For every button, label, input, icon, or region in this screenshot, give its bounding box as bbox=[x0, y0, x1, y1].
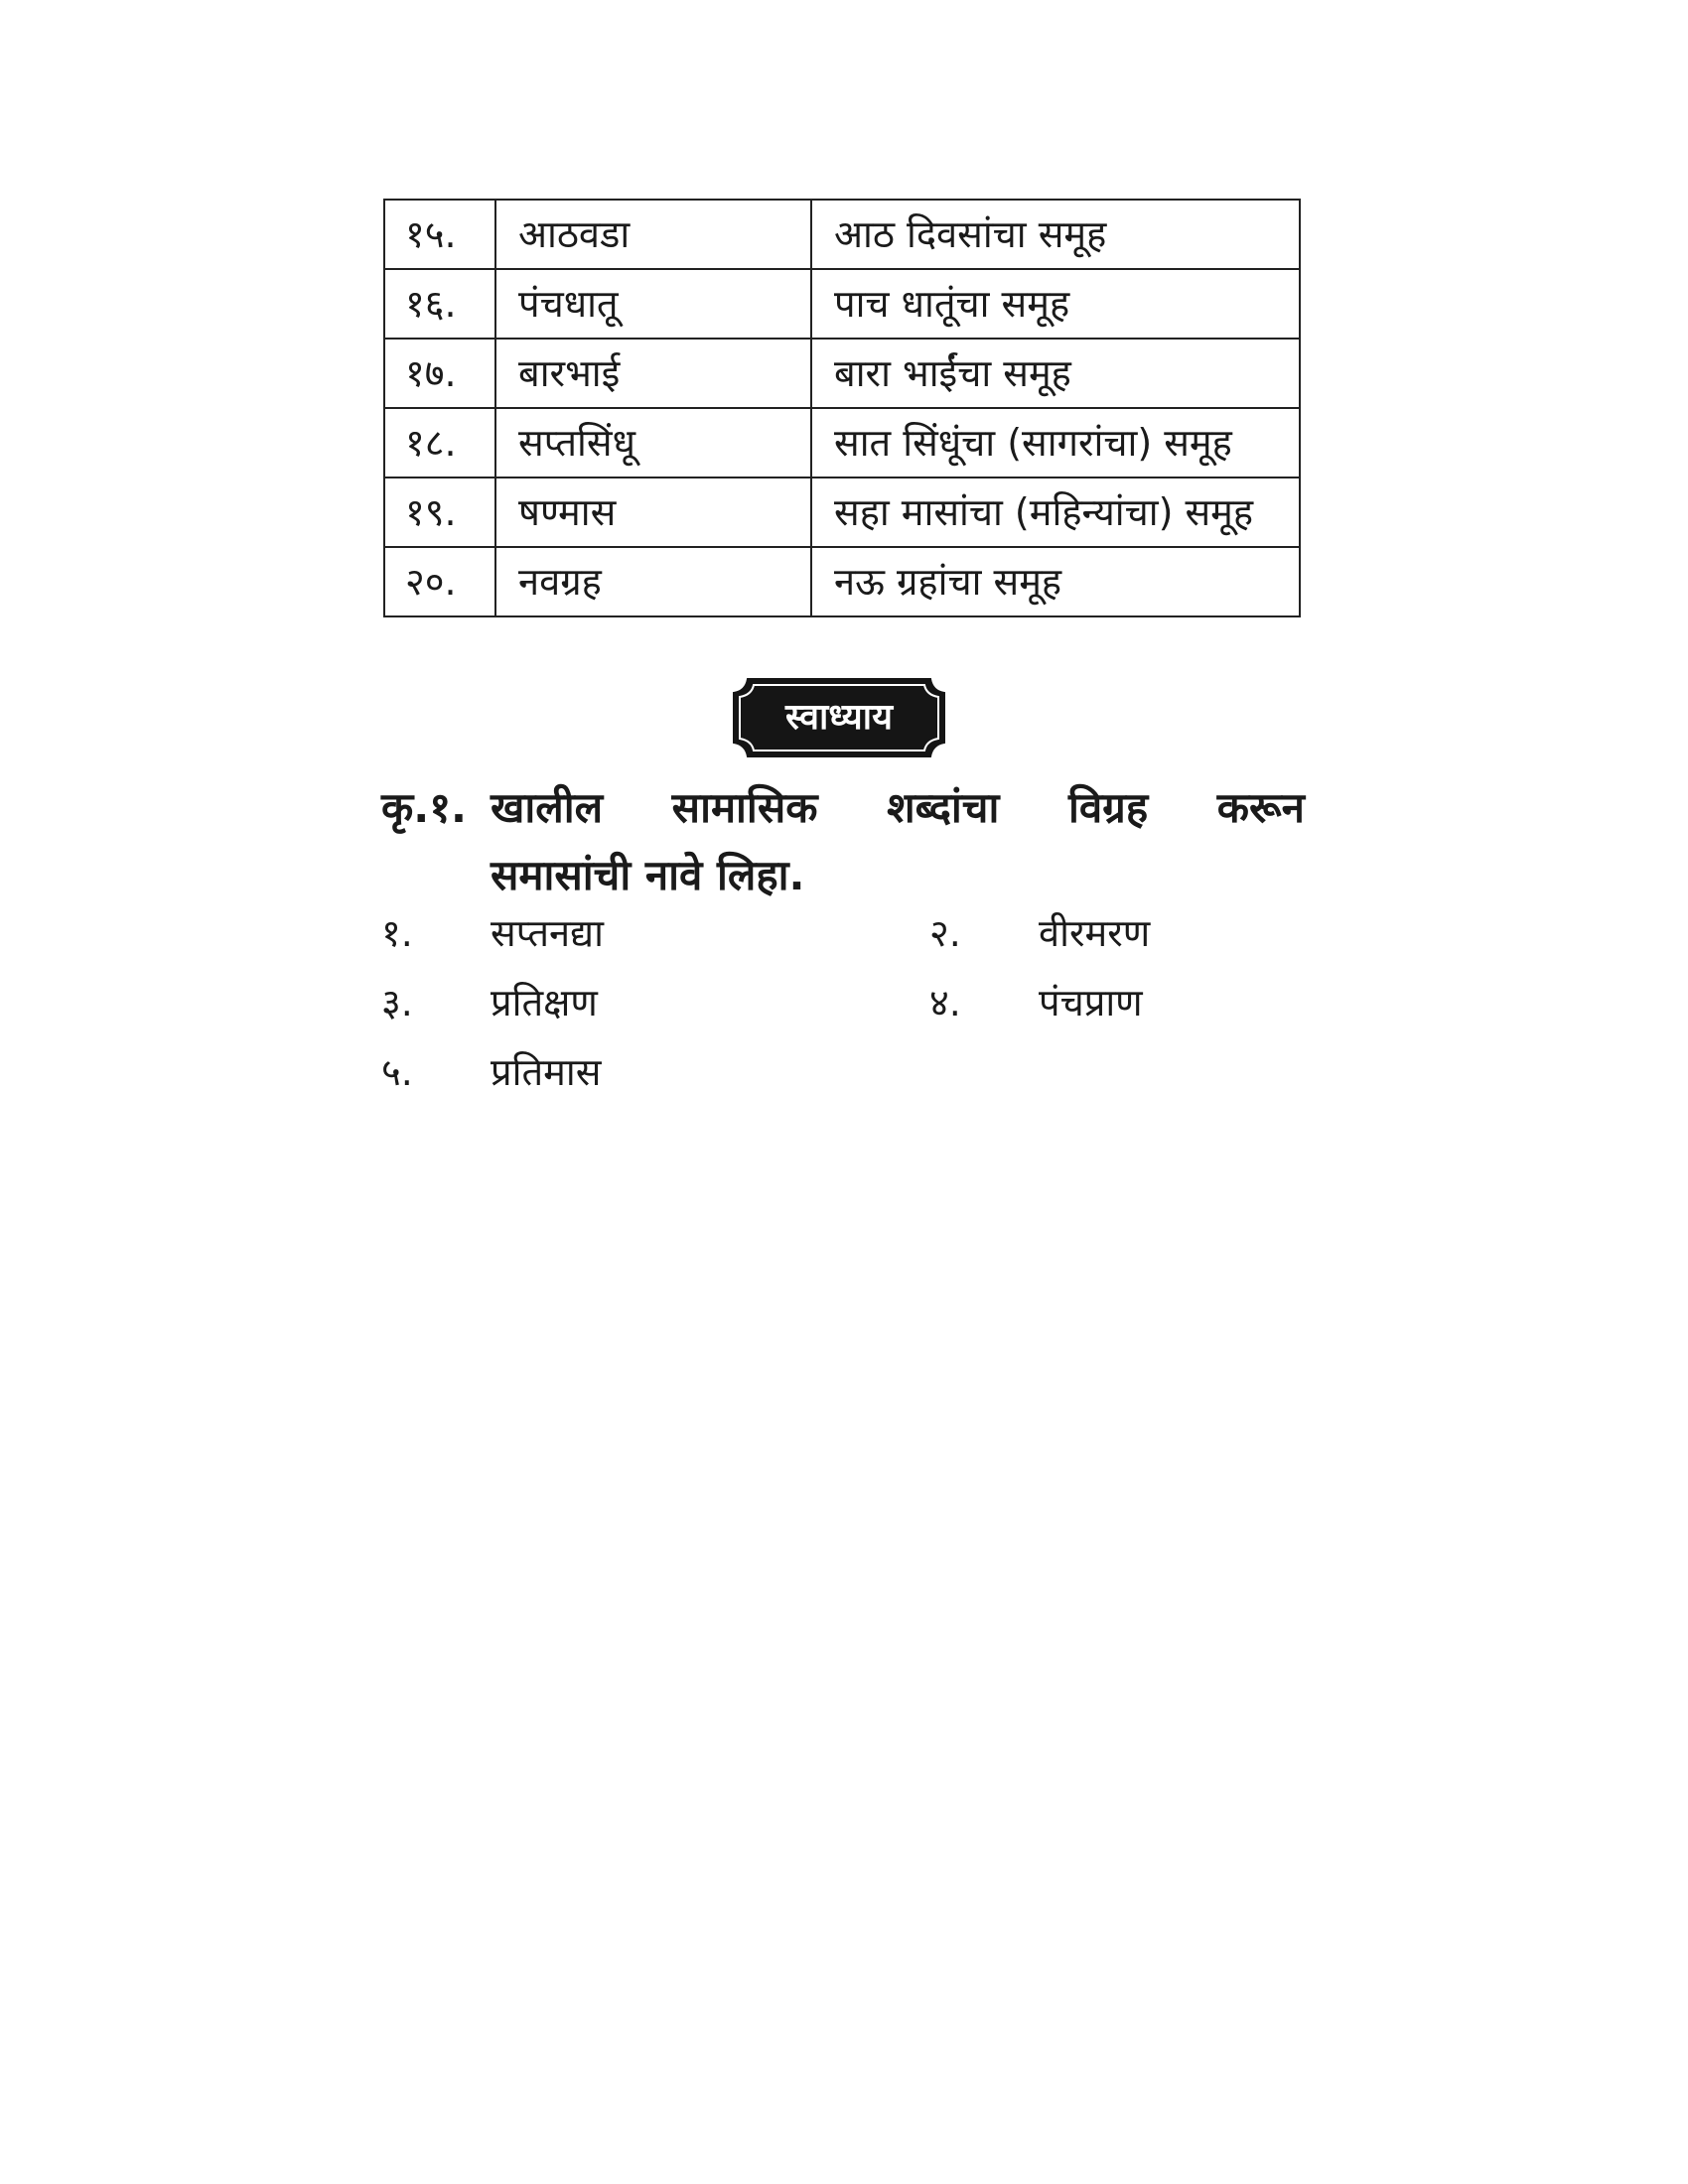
word-meaning: सहा मासांचा (महिन्यांचा) समूह bbox=[811, 478, 1300, 547]
samas-table bbox=[383, 199, 1301, 617]
question-word: करून bbox=[1216, 783, 1305, 832]
list-item bbox=[381, 1042, 601, 1102]
compound-word: बारभाई bbox=[495, 339, 811, 408]
item-number: २. bbox=[929, 911, 961, 955]
question-word: सामासिक bbox=[671, 783, 818, 832]
list-item bbox=[929, 903, 1150, 963]
question bbox=[381, 774, 1305, 909]
word-meaning: पाच धातूंचा समूह bbox=[811, 269, 1300, 339]
table-row bbox=[384, 200, 1300, 269]
row-number: १५. bbox=[384, 200, 495, 269]
word-meaning: आठ दिवसांचा समूह bbox=[811, 200, 1300, 269]
item-word: पंचप्राण bbox=[1039, 981, 1143, 1024]
row-number: १६. bbox=[384, 269, 495, 339]
compound-word: षण्मास bbox=[495, 478, 811, 547]
section-heading-badge bbox=[730, 675, 948, 760]
question-word: विग्रह bbox=[1067, 783, 1149, 832]
list-item bbox=[381, 903, 604, 963]
question-word: खालील bbox=[491, 783, 604, 832]
row-number: २०. bbox=[384, 547, 495, 616]
row-number: १७. bbox=[384, 339, 495, 408]
item-number: ४. bbox=[929, 981, 961, 1024]
list-item bbox=[929, 973, 1143, 1032]
word-meaning: सात सिंधूंचा (सागरांचा) समूह bbox=[811, 408, 1300, 478]
item-number: ५. bbox=[381, 1050, 413, 1094]
word-meaning: नऊ ग्रहांचा समूह bbox=[811, 547, 1300, 616]
table-row bbox=[384, 478, 1300, 547]
table-row bbox=[384, 269, 1300, 339]
compound-word: नवग्रह bbox=[495, 547, 811, 616]
question-number: कृ.१. bbox=[381, 783, 468, 832]
compound-word: सप्तसिंधू bbox=[495, 408, 811, 478]
item-word: प्रतिक्षण bbox=[491, 981, 598, 1024]
row-number: १८. bbox=[384, 408, 495, 478]
section-heading: स्वाध्याय bbox=[785, 697, 893, 738]
item-word: प्रतिमास bbox=[491, 1050, 602, 1094]
table-row bbox=[384, 547, 1300, 616]
table-row bbox=[384, 339, 1300, 408]
table-row bbox=[384, 408, 1300, 478]
question-text-line2: समासांची नावे लिहा. bbox=[491, 851, 805, 899]
question-word: शब्दांचा bbox=[887, 783, 1000, 832]
row-number: १९. bbox=[384, 478, 495, 547]
compound-word: पंचधातू bbox=[495, 269, 811, 339]
compound-word: आठवडा bbox=[495, 200, 811, 269]
item-number: ३. bbox=[381, 981, 413, 1024]
list-item bbox=[381, 973, 598, 1032]
question-text-line1 bbox=[491, 774, 1305, 842]
item-word: सप्तनद्या bbox=[491, 911, 604, 955]
word-meaning: बारा भाईंचा समूह bbox=[811, 339, 1300, 408]
item-word: वीरमरण bbox=[1039, 911, 1151, 955]
item-number: १. bbox=[381, 911, 413, 955]
